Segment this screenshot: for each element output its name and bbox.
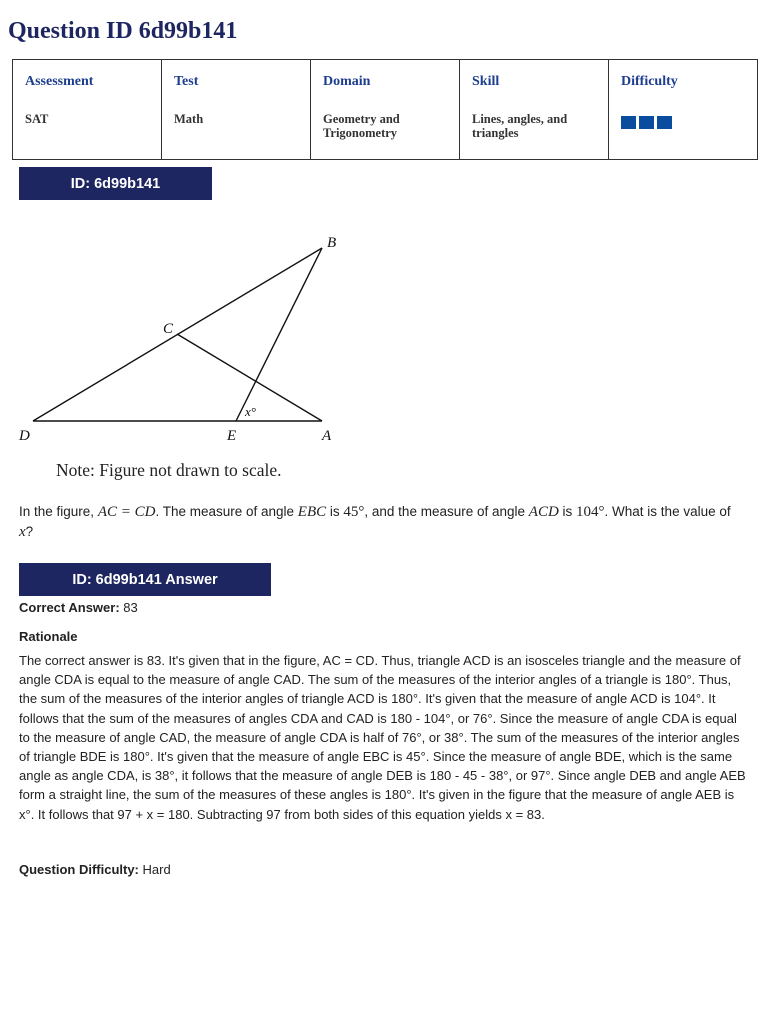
math-ebc: EBC — [297, 504, 327, 520]
point-label-C: C — [163, 321, 174, 337]
test-value: Math — [174, 112, 204, 126]
math-acd: ACD — [528, 504, 559, 520]
question-part: ? — [25, 524, 34, 539]
rationale-body — [19, 651, 747, 824]
rationale-heading-text: Rationale — [19, 629, 78, 644]
rationale-text: The correct answer is 83. It's given that in the figure, AC = CD. Thus, triangle ACD is an isosceles triangle and the measure of angle CDA is equal to the measure of angle CAD. The sum of the measures of the interior angles of a triangle is 180°. Thus, the sum of the measures of the interior angles of triangle ACD is 180°. It's given that the measure of angle ACD is 104°. It follows that the sum of the measures of angles CDA and CAD is 180 - 104°, or 76°. Since the measure of angle CDA is equal to the measure of angle CAD, the measure of angle CDA is half of 76°, or 38°. The sum of the measures of the interior angles of triangle BDE is 180°. It's given that the measure of angle EBC is 45°. Since the measure of angle BDE, which is the same angle as angle CDA, is 38°, it follows that the measure of angle DEB is 180 - 45 - 38°, or 97°. Since angle DEB and angle AEB form a straight line, the sum of the measures of these angles is 180°. It's given in the figure that the measure of angle AEB is x°. It follows that 97 + x = 180. Subtracting 97 from both sides of this equation yields x = 83. — [19, 653, 746, 822]
difficulty-label: Difficulty — [621, 74, 678, 89]
angle-label-x: x° — [245, 404, 256, 419]
point-label-A: A — [322, 428, 332, 444]
math-104-deg: 104° — [576, 504, 605, 520]
difficulty-bar-1 — [621, 116, 636, 129]
meta-test — [162, 60, 311, 160]
page-title: Question ID 6d99b141 — [8, 18, 238, 44]
point-label-D: D — [19, 428, 30, 444]
math-ac-cd: AC = CD — [97, 504, 156, 520]
point-label-E: E — [227, 428, 237, 444]
difficulty-text-value: Hard — [142, 862, 171, 877]
meta-domain — [311, 60, 460, 160]
question-part: . What is the value of — [604, 504, 731, 519]
meta-assessment — [13, 60, 162, 160]
figure-note: Note: Figure not drawn to scale. — [56, 460, 282, 480]
point-label-B: B — [327, 235, 337, 251]
question-part: , and the measure of angle — [364, 504, 529, 519]
difficulty-text-label: Question Difficulty: — [19, 862, 139, 877]
triangle-figure — [0, 225, 400, 457]
domain-label: Domain — [323, 74, 371, 89]
skill-label: Skill — [472, 74, 500, 89]
skill-value: Lines, angles, and triangles — [472, 112, 568, 140]
question-meta-table — [12, 59, 758, 160]
meta-difficulty — [609, 60, 758, 160]
rationale-heading — [19, 629, 78, 644]
question-part: is — [326, 504, 344, 519]
question-part: is — [558, 504, 577, 519]
test-label: Test — [174, 74, 199, 89]
answer-banner: ID: 6d99b141 Answer — [19, 563, 271, 596]
math-45-deg: 45° — [343, 504, 365, 520]
meta-skill — [460, 60, 609, 160]
question-part: In the figure, — [19, 504, 98, 519]
question-id-banner: ID: 6d99b141 — [19, 167, 212, 200]
assessment-label: Assessment — [25, 74, 94, 89]
correct-answer-value: 83 — [123, 600, 138, 615]
correct-answer-label: Correct Answer: — [19, 600, 120, 615]
difficulty-bar-3 — [657, 116, 672, 129]
question-difficulty — [19, 862, 171, 877]
assessment-value: SAT — [25, 112, 49, 126]
difficulty-bar-2 — [639, 116, 654, 129]
math-x: x — [19, 524, 26, 540]
question-text — [19, 502, 739, 542]
domain-value: Geometry and Trigonometry — [323, 112, 400, 140]
difficulty-indicator — [621, 116, 745, 129]
question-part: . The measure of angle — [155, 504, 298, 519]
correct-answer — [19, 600, 138, 615]
